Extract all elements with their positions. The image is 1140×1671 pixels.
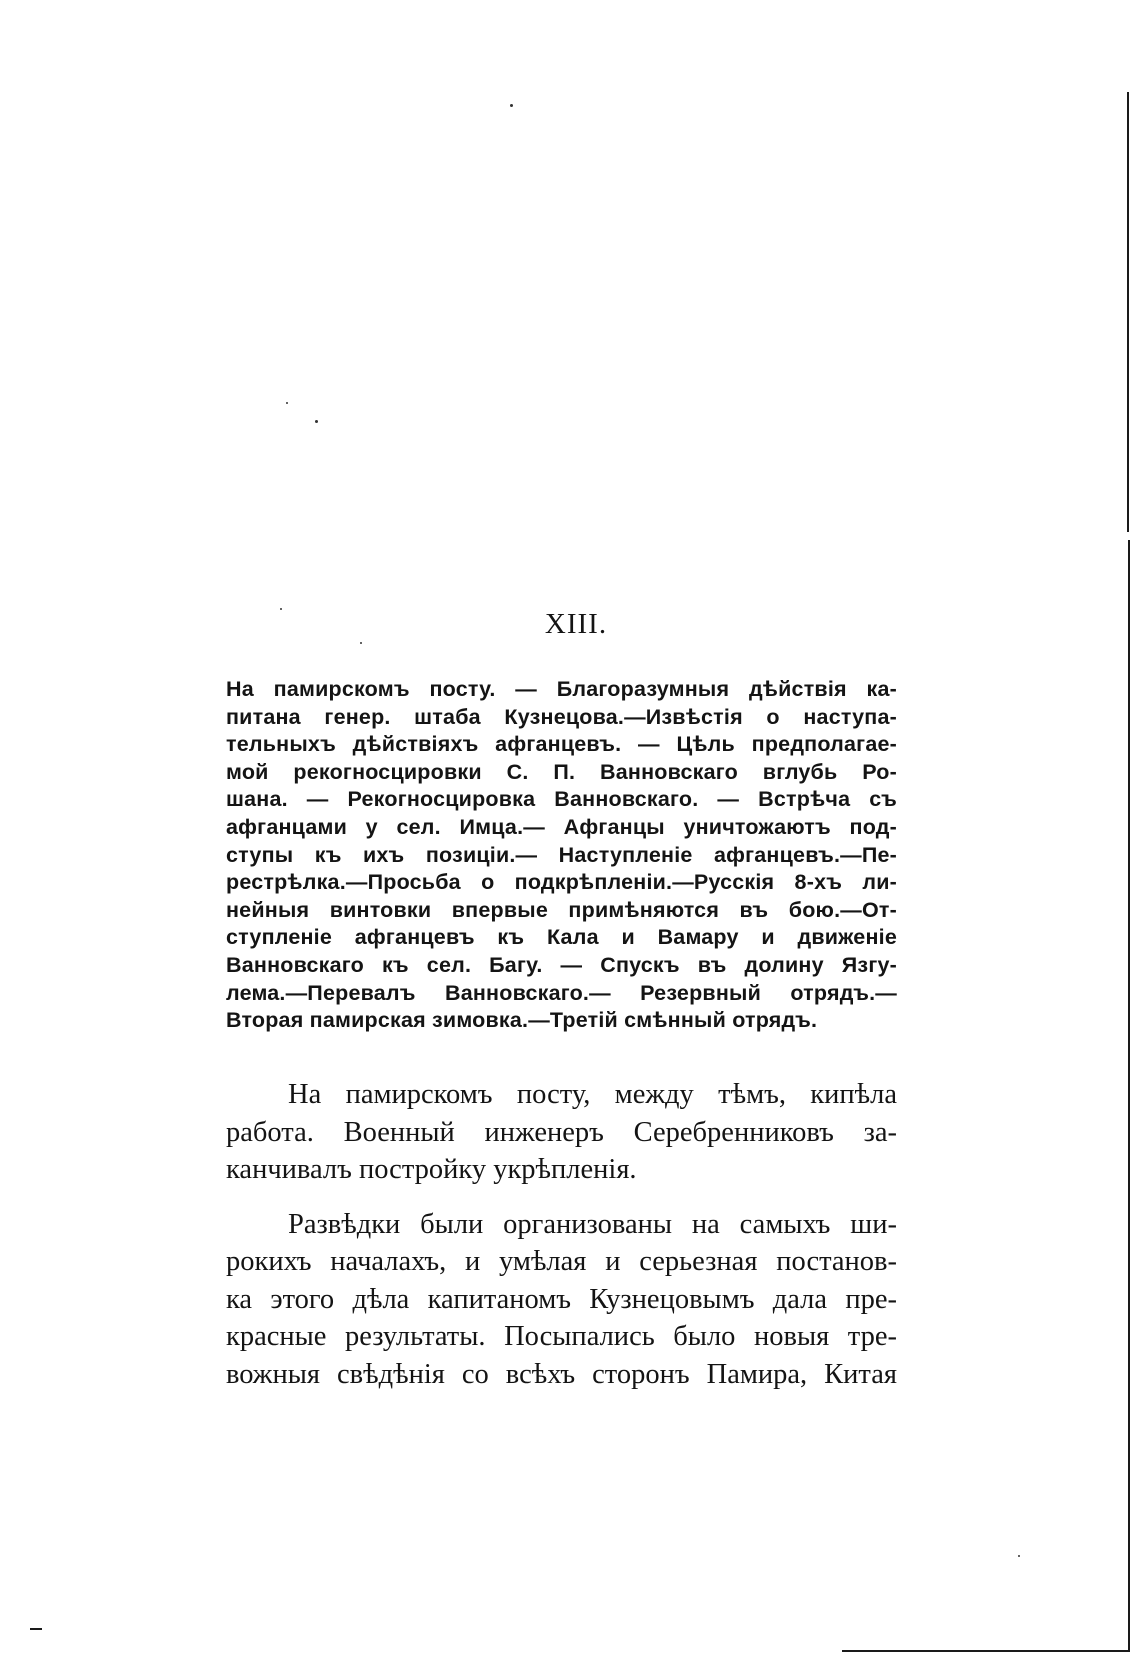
summary-line: афганцами у сел. Имца.— Афганцы уничтожаютъ под- — [226, 814, 897, 839]
paragraph-1 — [226, 1076, 897, 1189]
summary-line: питана генер. штаба Кузнецова.—Извѣстія о наступа- — [226, 704, 897, 729]
chapter-number: XIII. — [544, 608, 608, 640]
text-line: работа. Военный инженеръ Серебренниковъ за- — [226, 1116, 897, 1148]
summary-line: тельныхъ дѣйствіяхъ афганцевъ. — Цѣль предполагае- — [226, 732, 897, 757]
dust-speck — [1018, 1555, 1020, 1557]
paragraph-2 — [226, 1206, 897, 1394]
summary-line: лема.—Перевалъ Ванновскаго.— Резервный отрядъ.— — [226, 980, 897, 1005]
scan-edge-right-bottom — [1128, 540, 1130, 1650]
text-line: рокихъ началахъ, и умѣлая и серьезная постанов- — [226, 1246, 897, 1277]
text-line: вожныя свѣдѣнія со всѣхъ сторонъ Памира, Китая — [226, 1358, 897, 1390]
dust-speck — [286, 402, 288, 404]
dust-speck — [360, 642, 362, 644]
scan-edge-right-top — [1127, 92, 1129, 532]
text-line: красные результаты. Посыпались было новыя тре- — [226, 1321, 897, 1352]
summary-line: ступы къ ихъ позиціи.— Наступленіе афганцевъ.—Пе- — [226, 842, 897, 867]
dust-speck — [510, 104, 513, 107]
body-text — [226, 1076, 897, 1393]
summary-line: шана. — Рекогносцировка Ванновскаго. — Встрѣча съ — [226, 787, 897, 812]
text-line: ка этого дѣла капитаномъ Кузнецовымъ дала пре- — [226, 1283, 897, 1315]
text-line: На памирскомъ посту, между тѣмъ, кипѣла — [288, 1079, 897, 1110]
summary-line: мой рекогносцировки С. П. Ванновскаго вглубь Ро- — [226, 759, 897, 784]
summary-line: На памирскомъ посту. — Благоразумныя дѣйствія ка- — [226, 677, 897, 701]
text-line: канчивалъ постройку укрѣпленія. — [226, 1154, 637, 1185]
summary-line: ступленіе афганцевъ къ Кала и Вамару и движеніе — [226, 925, 897, 950]
dust-speck — [315, 420, 318, 423]
text-line: Развѣдки были организованы на самыхъ ши- — [288, 1208, 897, 1240]
scan-mark-left — [30, 1628, 42, 1630]
summary-line: Ванновскаго къ сел. Багу. — Спускъ въ долину Язгу- — [226, 952, 897, 977]
summary-line: рестрѣлка.—Просьба о подкрѣпленіи.—Русскія 8-хъ ли- — [226, 870, 897, 895]
summary-line: Вторая памирская зимовка.—Третій смѣнный отрядъ. — [226, 1008, 818, 1033]
chapter-summary — [226, 676, 897, 1035]
scan-edge-bottom — [842, 1650, 1130, 1652]
summary-line: нейныя винтовки впервые примѣняются въ бою.—От- — [226, 897, 897, 922]
